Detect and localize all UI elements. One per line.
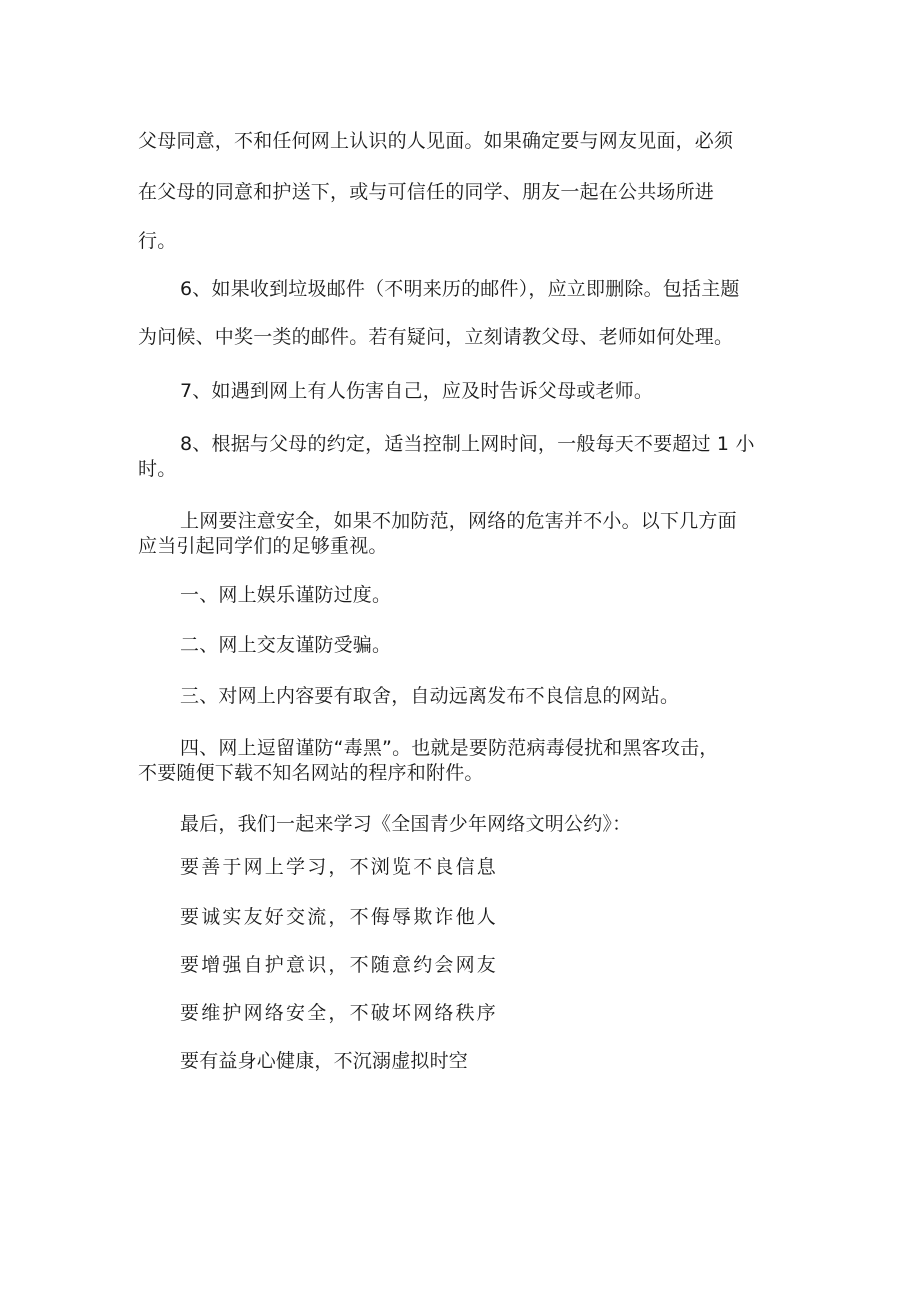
- paragraph-line: 时。: [138, 458, 177, 480]
- paragraph-line: 8、根据与父母的约定，适当控制上网时间，一般每天不要超过 1 小: [180, 433, 755, 455]
- paragraph-line: 在父母的同意和护送下，或与可信任的同学、朋友一起在公共场所进: [138, 181, 715, 203]
- convention-line: 要有益身心健康，不沉溺虚拟时空: [180, 1050, 469, 1072]
- paragraph-line: 父母同意，不和任何网上认识的人见面。如果确定要与网友见面，必须: [138, 130, 734, 152]
- paragraph-line: 一、网上娱乐谨防过度。: [180, 584, 392, 606]
- paragraph-line: 为问候、中奖一类的邮件。若有疑问，立刻请教父母、老师如何处理。: [138, 326, 734, 348]
- paragraph-line: 四、网上逗留谨防“毒黑”。也就是要防范病毒侵扰和黑客攻击，: [180, 737, 719, 759]
- paragraph-line: 三、对网上内容要有取舍，自动远离发布不良信息的网站。: [180, 685, 680, 707]
- paragraph-line: 7、如遇到网上有人伤害自己，应及时告诉父母或老师。: [180, 380, 654, 402]
- paragraph-line: 应当引起同学们的足够重视。: [138, 535, 388, 557]
- paragraph-line: 不要随便下载不知名网站的程序和附件。: [138, 762, 484, 784]
- convention-line: 要善于网上学习，不浏览不良信息: [180, 856, 499, 878]
- paragraph-line: 二、网上交友谨防受骗。: [180, 634, 392, 656]
- paragraph-line: 行。: [138, 230, 177, 252]
- convention-line: 要维护网络安全，不破坏网络秩序: [180, 1002, 499, 1024]
- paragraph-line: 最后，我们一起来学习《全国青少年网络文明公约》：: [180, 813, 632, 835]
- paragraph-line: 上网要注意安全，如果不加防范，网络的危害并不小。以下几方面: [180, 510, 737, 532]
- convention-line: 要诚实友好交流，不侮辱欺诈他人: [180, 906, 499, 928]
- paragraph-line: 6、如果收到垃圾邮件（不明来历的邮件），应立即删除。包括主题: [180, 278, 740, 300]
- convention-line: 要增强自护意识，不随意约会网友: [180, 954, 499, 976]
